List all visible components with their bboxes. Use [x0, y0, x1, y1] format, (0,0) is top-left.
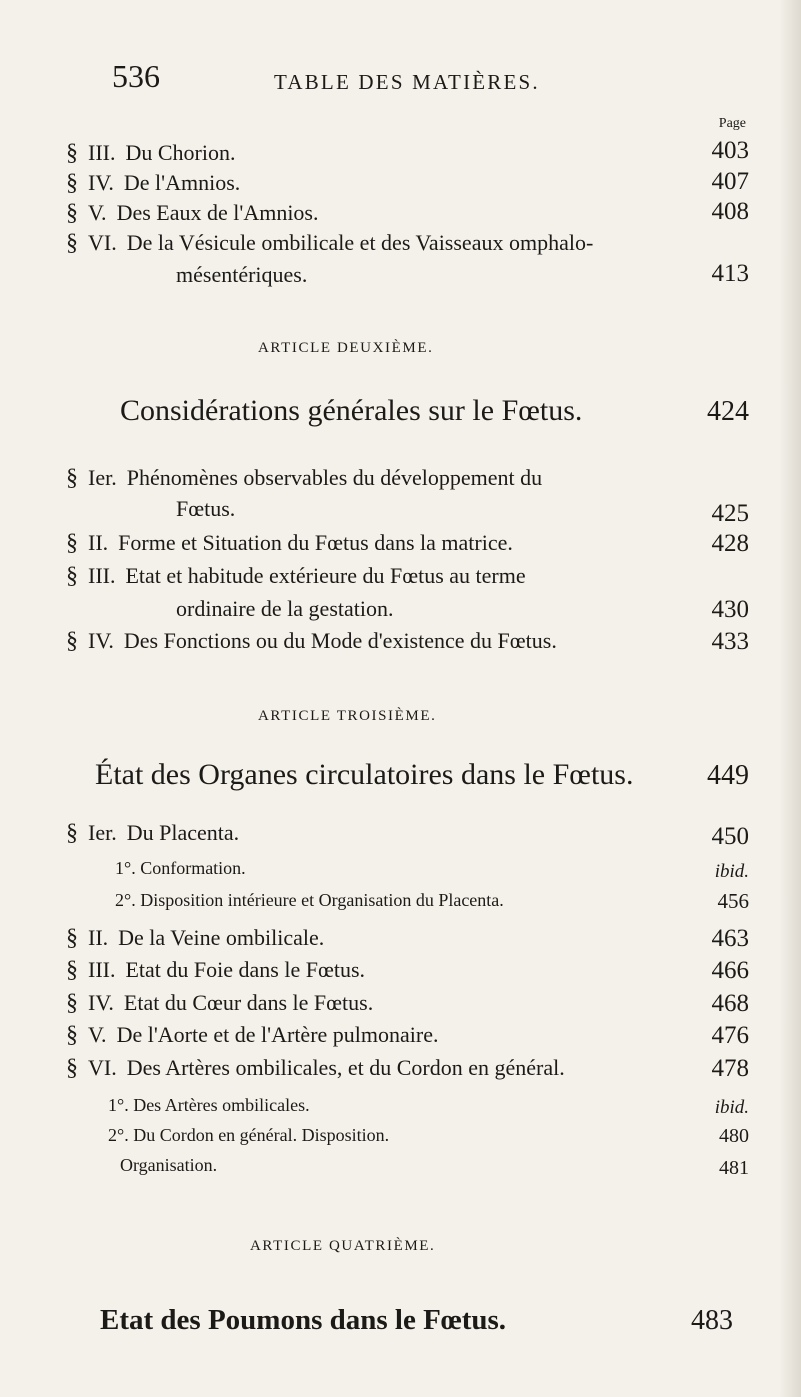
- toc-page-ref: 403: [711, 137, 749, 164]
- toc-page-ref: 407: [711, 168, 749, 195]
- toc-entry: § VI. Des Artères ombilicales, et du Cordon en général.: [66, 1055, 565, 1081]
- article-heading: Considérations générales sur le Fœtus.: [120, 394, 583, 427]
- toc-entry: § IV. Des Fonctions ou du Mode d'existence du Fœtus.: [66, 628, 557, 654]
- article-label: ARTICLE DEUXIÈME.: [258, 340, 434, 356]
- toc-page-ref: 413: [711, 260, 749, 287]
- article-heading: État des Organes circulatoires dans le Fœtus.: [95, 758, 634, 791]
- toc-entry: § Ier. Phénomènes observables du développement du: [66, 465, 543, 491]
- toc-entry: § III. Du Chorion.: [66, 140, 236, 166]
- toc-page-ref: 481: [719, 1157, 749, 1179]
- page-number: 536: [112, 58, 160, 94]
- article-heading: Etat des Poumons dans le Fœtus.: [100, 1304, 507, 1336]
- toc-subentry: 2°. Disposition intérieure et Organisation du Placenta.: [115, 890, 504, 910]
- toc-entry-continuation: mésentériques.: [176, 262, 308, 287]
- toc-entry: § III. Etat et habitude extérieure du Fœtus au terme: [66, 563, 526, 589]
- toc-subentry: 2°. Du Cordon en général. Disposition.: [108, 1125, 390, 1145]
- toc-page-ref: 480: [719, 1125, 749, 1147]
- toc-page-ref: 483: [691, 1305, 733, 1336]
- toc-page-ref: 478: [711, 1055, 749, 1082]
- toc-page-ref: 468: [711, 990, 749, 1017]
- toc-page-ref: 449: [707, 760, 749, 791]
- article-label: ARTICLE TROISIÈME.: [258, 708, 437, 724]
- toc-entry-continuation: ordinaire de la gestation.: [176, 596, 394, 621]
- toc-entry: § IV. Etat du Cœur dans le Fœtus.: [66, 990, 374, 1016]
- toc-page-ref: 476: [711, 1022, 749, 1049]
- toc-entry: § II. De la Veine ombilicale.: [66, 925, 325, 951]
- page-edge-shadow: [779, 0, 801, 1397]
- toc-entry-continuation: Fœtus.: [176, 496, 236, 521]
- toc-page-ref: 463: [711, 925, 749, 952]
- toc-page-ref: 433: [711, 628, 749, 655]
- running-title: TABLE DES MATIÈRES.: [274, 70, 540, 94]
- toc-page-ref: 425: [711, 500, 749, 527]
- toc-page-ref: 424: [707, 396, 749, 427]
- toc-page-ref: 408: [711, 198, 749, 225]
- toc-entry: § VI. De la Vésicule ombilicale et des Vaisseaux omphalo-: [66, 230, 594, 256]
- toc-entry: § V. De l'Aorte et de l'Artère pulmonaire.: [66, 1022, 439, 1048]
- toc-entry: § V. Des Eaux de l'Amnios.: [66, 200, 319, 226]
- toc-entry: § III. Etat du Foie dans le Fœtus.: [66, 957, 366, 983]
- toc-page-ref: ibid.: [714, 861, 749, 882]
- page-column-label: Page: [718, 116, 746, 131]
- toc-subentry: 1°. Conformation.: [115, 858, 246, 878]
- toc-page-ref: 456: [717, 889, 749, 913]
- toc-subentry: Organisation.: [120, 1155, 218, 1175]
- toc-entry: § Ier. Du Placenta.: [66, 820, 240, 846]
- toc-subentry: 1°. Des Artères ombilicales.: [108, 1095, 310, 1115]
- toc-page-ref: 450: [711, 823, 749, 850]
- toc-entry: § IV. De l'Amnios.: [66, 170, 241, 196]
- toc-page-ref: ibid.: [714, 1097, 749, 1118]
- toc-entry: § II. Forme et Situation du Fœtus dans la matrice.: [66, 530, 513, 556]
- toc-page-ref: 466: [711, 957, 749, 984]
- toc-page-ref: 430: [711, 596, 749, 623]
- toc-page-ref: 428: [711, 530, 749, 557]
- article-label: ARTICLE QUATRIÈME.: [250, 1238, 436, 1254]
